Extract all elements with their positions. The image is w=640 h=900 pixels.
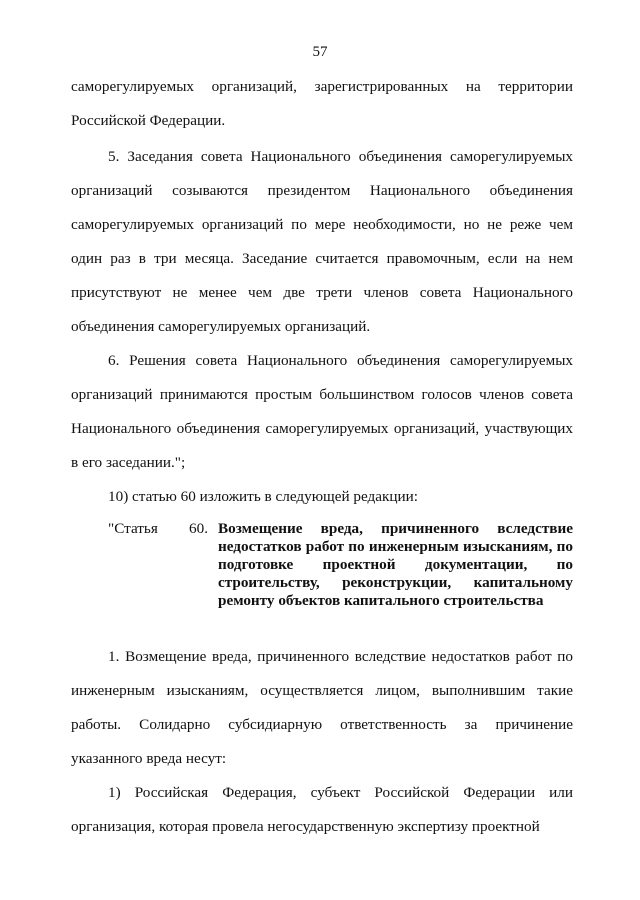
paragraph-article-60-item-1: 1) Российская Федерация, субъект Российской Федерации или организация, которая провела негосударственную экспертизу проектной xyxy=(71,784,573,835)
article-label xyxy=(108,520,208,538)
paragraph-article-60-part-1: 1. Возмещение вреда, причиненного вследствие недостатков работ по инженерным изысканиям, осуществляется лицом, выполнившим такие работы. Солидарно субсидиарную ответственность за причинение указанного вреда несут: xyxy=(71,648,573,767)
paragraph-clause-6: 6. Решения совета Национального объединения саморегулируемых организаций принимаются простым большинством голосов членов совета Национального объединения саморегулируемых организаций, участвующих в его заседании."; xyxy=(71,352,573,471)
article-label-word: "Статья xyxy=(108,520,158,537)
page-number: 57 xyxy=(312,44,328,60)
paragraph-clause-5: 5. Заседания совета Национального объединения саморегулируемых организаций созываются президентом Национального объединения саморегулируемых организаций по мере необходимости, но не реже чем один раз в три месяца. Заседание считается правомочным, если на нем присутствуют не менее чем две трети членов совета Национального объединения саморегулируемых организаций. xyxy=(71,148,573,335)
paragraph-continuation: саморегулируемых организаций, зарегистрированных на территории Российской Федерации. xyxy=(71,78,573,129)
paragraph-amendment-10: 10) статью 60 изложить в следующей редакции: xyxy=(108,488,418,505)
article-title: Возмещение вреда, причиненного вследствие недостатков работ по инженерным изысканиям, по подготовке проектной документации, по строительству, реконструкции, капитальному ремонту объектов капитального строительства xyxy=(218,520,573,609)
article-label-number: 60. xyxy=(189,520,208,537)
